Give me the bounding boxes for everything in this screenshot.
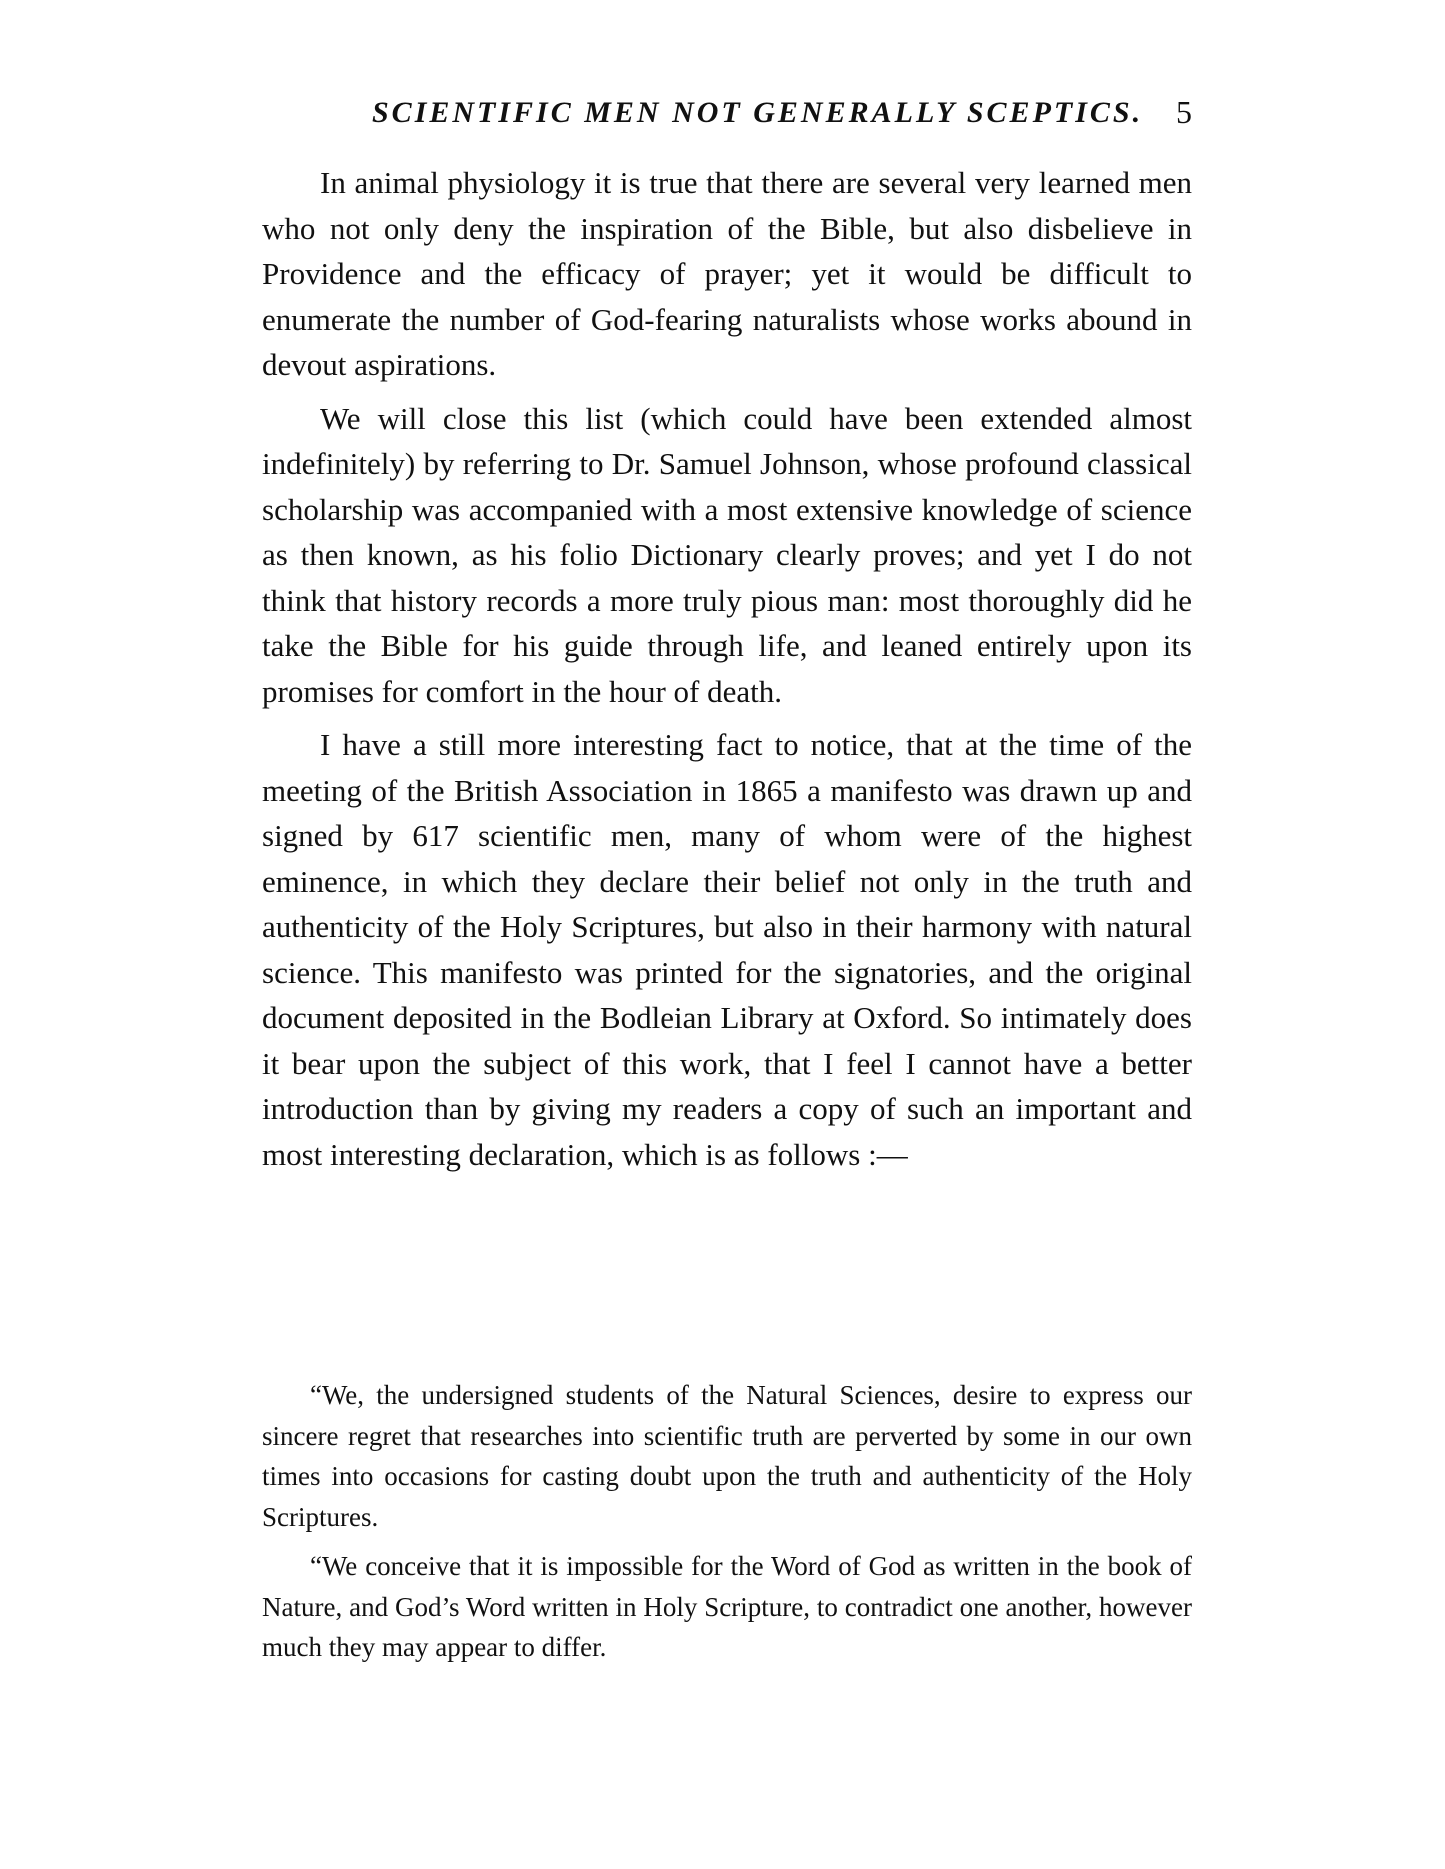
page-number: 5 [1176, 94, 1192, 130]
manifesto-quote [262, 1375, 1192, 1677]
running-title: SCIENTIFIC MEN NOT GENERALLY SCEPTICS. [372, 96, 1144, 129]
paragraph-samuel-johnson: We will close this list (which could have been extended almost indefinitely) by referring to Dr. Samuel Johnson, whose profound classical scholarship was accompanied with a most extensive knowledge of science as then known, as his folio Dictionary clearly proves; and yet I do not think that history records a more truly pious man: most thoroughly did he take the Bible for his guide through life, and leaned entirely upon its promises for comfort in the hour of death. [262, 400, 1192, 709]
paragraph-animal-physiology: In animal physiology it is true that there are several very learned men who not only deny the inspiration of the Bible, but also disbelieve in Providence and the efficacy of prayer; yet it would be difficult to enumerate the number of God-fearing naturalists whose works abound in devout aspirations. [262, 165, 1192, 382]
quote-paragraph-undersigned: “We, the undersigned students of the Natural Sciences, desire to express our sincere regret that researches into scientific truth are perverted by some in our own times into occasions for casting doubt upon the truth and authenticity of the Holy Scriptures. [262, 1380, 1192, 1532]
paragraph-british-association: I have a still more interesting fact to notice, that at the time of the meeting of the British Association in 1865 a manifesto was drawn up and signed by 617 scientific men, many of whom were of the highest eminence, in which they declare their belief not only in the truth and authenticity of the Holy Scriptures, but also in their harmony with natural science. This manifesto was printed for the signatories, and the original document deposited in the Bodleian Library at Oxford. So intimately does it bear upon the subject of this work, that I feel I cannot have a better introduction than by giving my readers a copy of such an important and most interesting declaration, which is as follows :— [262, 727, 1192, 1172]
quote-paragraph-word-of-god: “We conceive that it is impossible for the Word of God as written in the book of Nature, and God’s Word written in Holy Scripture, to contradict one another, however much they may appear to differ. [262, 1551, 1192, 1662]
running-head [262, 92, 1192, 136]
body-text [262, 160, 1192, 1185]
